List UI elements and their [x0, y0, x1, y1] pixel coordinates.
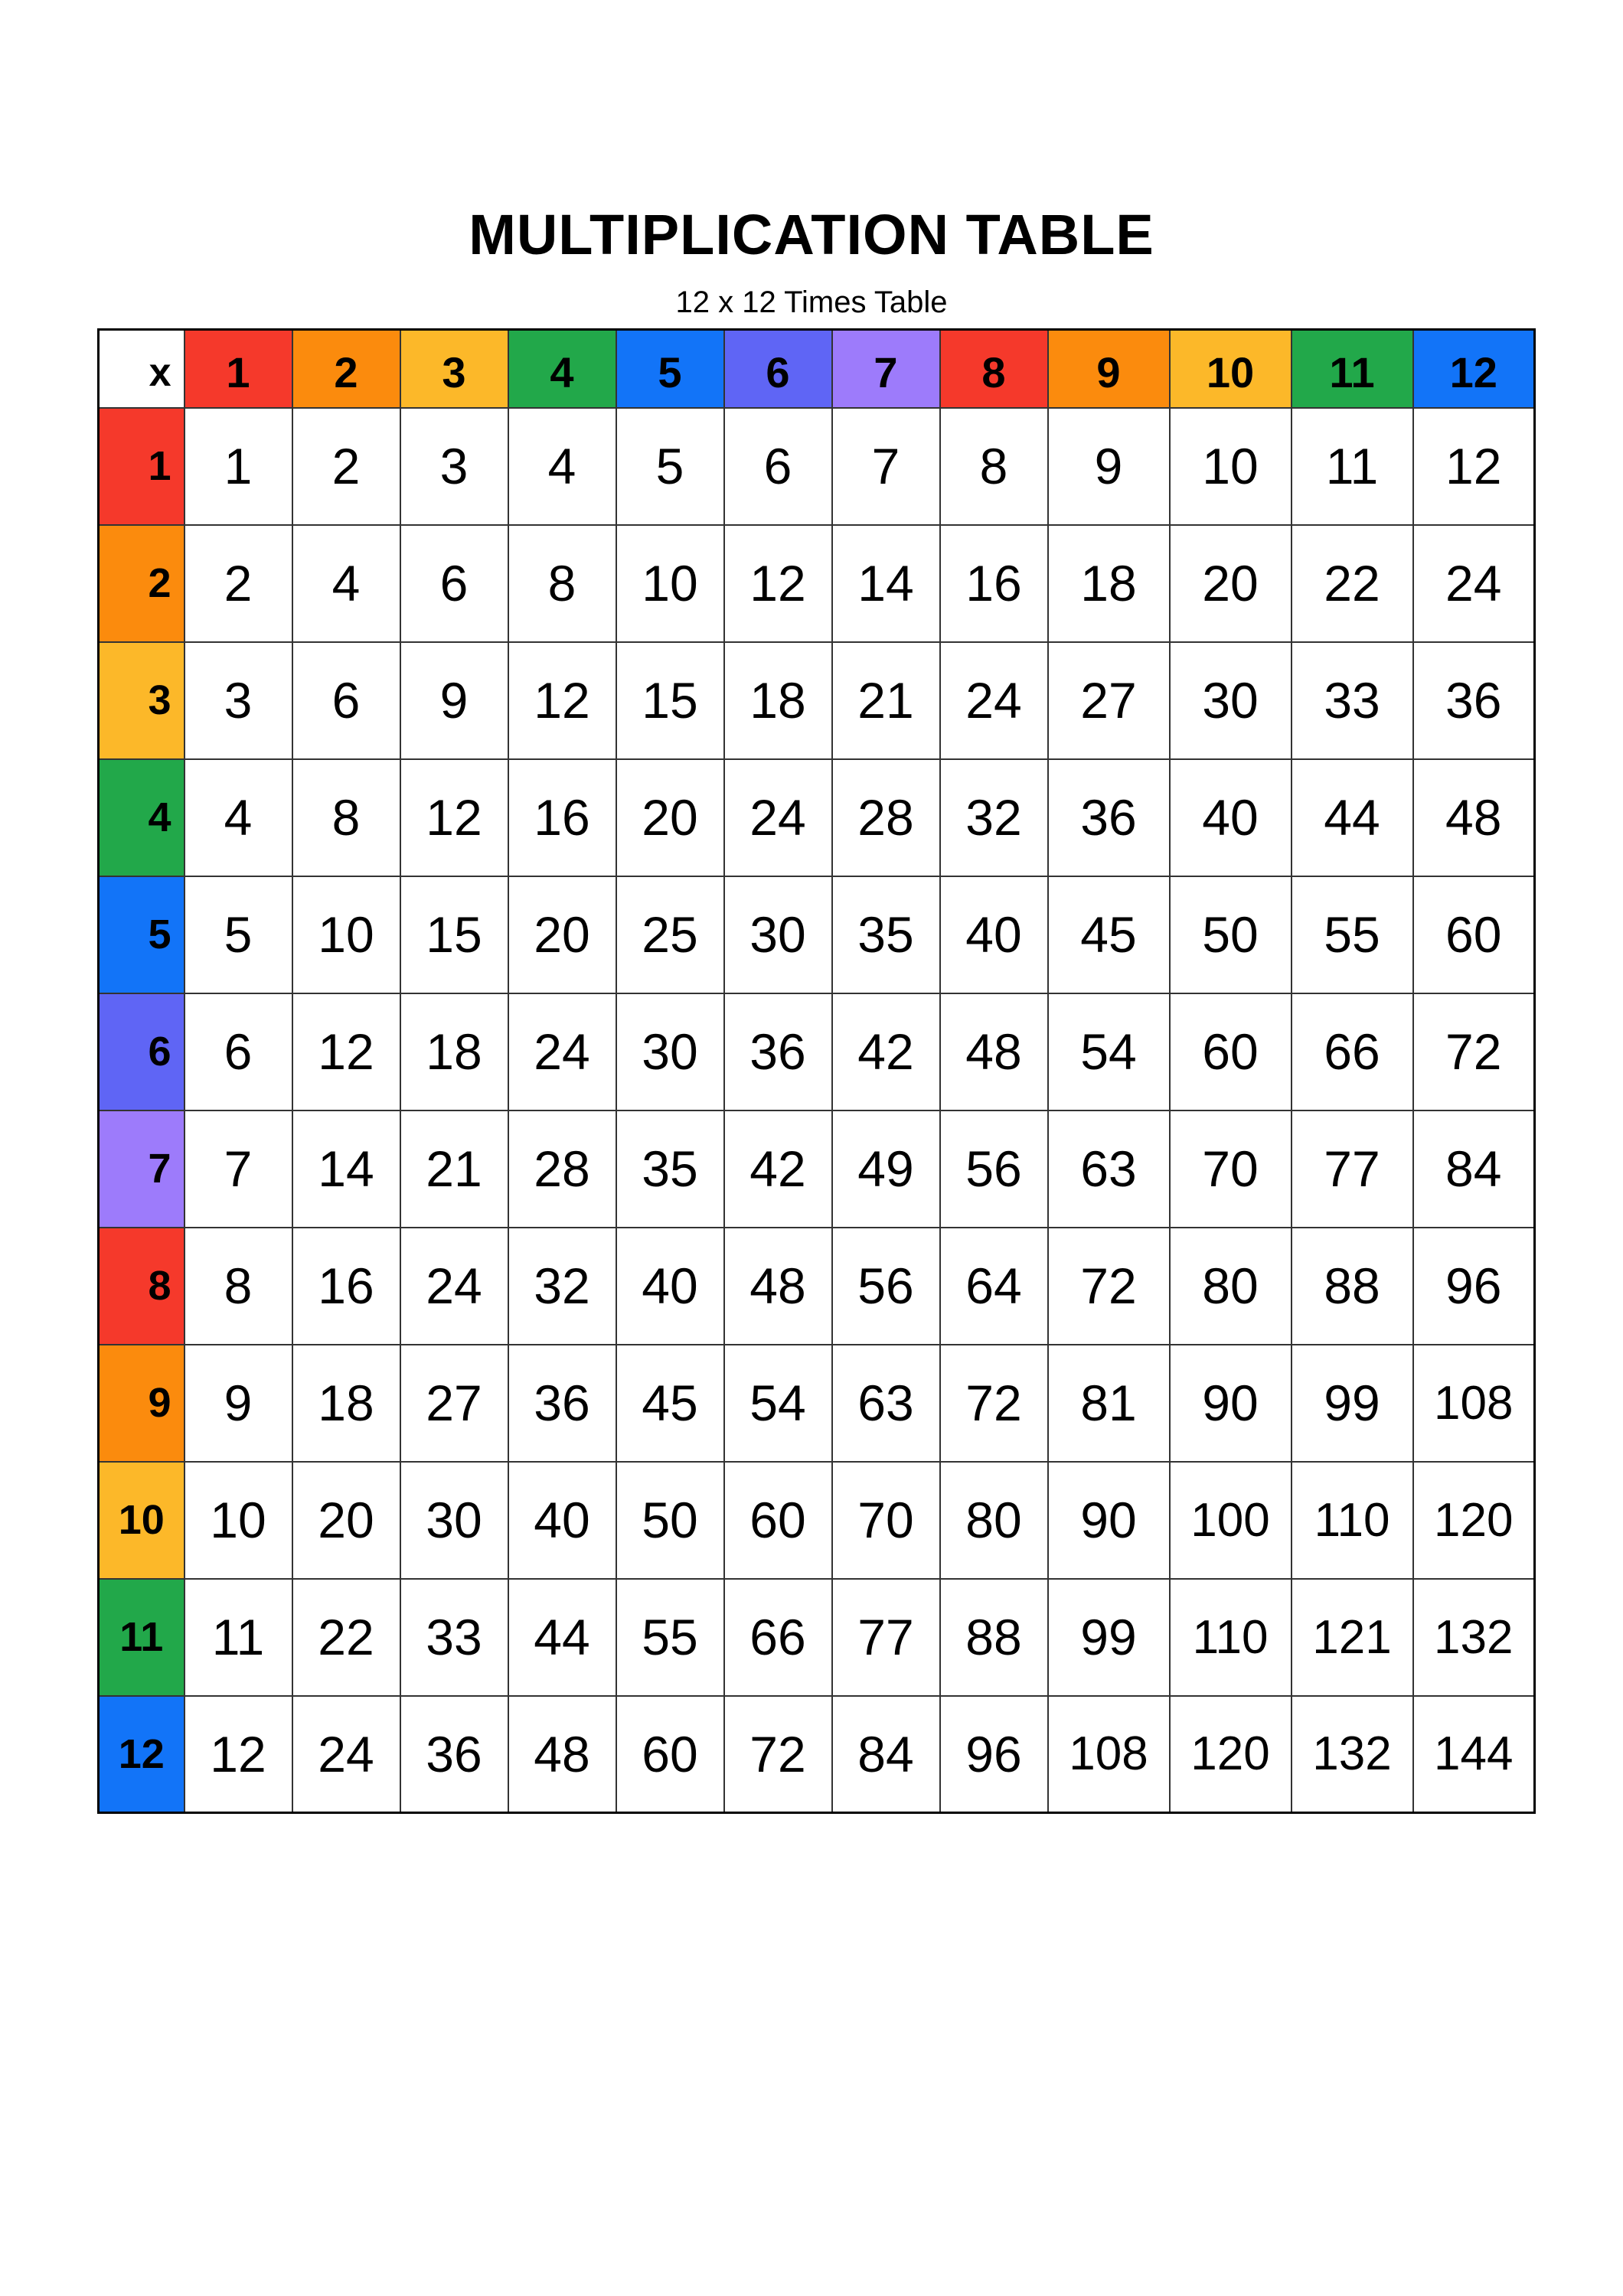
product-cell: 72	[724, 1696, 832, 1813]
product-cell: 25	[616, 876, 724, 993]
product-cell: 90	[1170, 1345, 1292, 1462]
table-row	[99, 1345, 1535, 1462]
product-cell: 18	[1048, 525, 1170, 642]
table-row	[99, 993, 1535, 1110]
product-cell: 33	[400, 1579, 508, 1696]
product-cell: 4	[185, 759, 292, 876]
product-cell: 132	[1413, 1579, 1535, 1696]
product-cell: 32	[940, 759, 1048, 876]
table-row	[99, 1579, 1535, 1696]
table-row	[99, 642, 1535, 759]
product-cell: 7	[185, 1110, 292, 1228]
row-header-4: 4	[99, 759, 185, 876]
product-cell: 60	[724, 1462, 832, 1579]
product-cell: 24	[292, 1696, 400, 1813]
product-cell: 22	[1292, 525, 1413, 642]
column-header-7: 7	[832, 330, 940, 408]
product-cell: 44	[508, 1579, 616, 1696]
product-cell: 42	[724, 1110, 832, 1228]
product-cell: 40	[616, 1228, 724, 1345]
product-cell: 132	[1292, 1696, 1413, 1813]
product-cell: 40	[508, 1462, 616, 1579]
product-cell: 21	[400, 1110, 508, 1228]
product-cell: 36	[508, 1345, 616, 1462]
product-cell: 63	[832, 1345, 940, 1462]
page-subtitle: 12 x 12 Times Table	[675, 285, 948, 319]
product-cell: 120	[1413, 1462, 1535, 1579]
product-cell: 60	[1413, 876, 1535, 993]
product-cell: 72	[940, 1345, 1048, 1462]
product-cell: 28	[508, 1110, 616, 1228]
product-cell: 90	[1048, 1462, 1170, 1579]
row-header-12: 12	[99, 1696, 185, 1813]
product-cell: 21	[832, 642, 940, 759]
product-cell: 100	[1170, 1462, 1292, 1579]
product-cell: 48	[508, 1696, 616, 1813]
product-cell: 48	[940, 993, 1048, 1110]
product-cell: 36	[400, 1696, 508, 1813]
column-header-1: 1	[185, 330, 292, 408]
product-cell: 121	[1292, 1579, 1413, 1696]
product-cell: 36	[724, 993, 832, 1110]
product-cell: 55	[1292, 876, 1413, 993]
row-header-10: 10	[99, 1462, 185, 1579]
table-row	[99, 408, 1535, 525]
product-cell: 96	[940, 1696, 1048, 1813]
product-cell: 40	[1170, 759, 1292, 876]
product-cell: 10	[185, 1462, 292, 1579]
product-cell: 55	[616, 1579, 724, 1696]
product-cell: 99	[1292, 1345, 1413, 1462]
product-cell: 7	[832, 408, 940, 525]
product-cell: 12	[292, 993, 400, 1110]
product-cell: 11	[1292, 408, 1413, 525]
product-cell: 24	[400, 1228, 508, 1345]
product-cell: 9	[185, 1345, 292, 1462]
product-cell: 33	[1292, 642, 1413, 759]
product-cell: 50	[616, 1462, 724, 1579]
product-cell: 77	[832, 1579, 940, 1696]
product-cell: 10	[1170, 408, 1292, 525]
multiplication-table	[97, 328, 1536, 1814]
product-cell: 6	[400, 525, 508, 642]
product-cell: 70	[832, 1462, 940, 1579]
product-cell: 108	[1413, 1345, 1535, 1462]
product-cell: 35	[832, 876, 940, 993]
table-row	[99, 876, 1535, 993]
product-cell: 84	[1413, 1110, 1535, 1228]
product-cell: 110	[1292, 1462, 1413, 1579]
product-cell: 10	[616, 525, 724, 642]
product-cell: 20	[292, 1462, 400, 1579]
product-cell: 22	[292, 1579, 400, 1696]
product-cell: 30	[616, 993, 724, 1110]
product-cell: 11	[185, 1579, 292, 1696]
product-cell: 8	[185, 1228, 292, 1345]
product-cell: 44	[1292, 759, 1413, 876]
product-cell: 63	[1048, 1110, 1170, 1228]
product-cell: 54	[724, 1345, 832, 1462]
row-header-6: 6	[99, 993, 185, 1110]
column-header-4: 4	[508, 330, 616, 408]
row-header-11: 11	[99, 1579, 185, 1696]
table-row	[99, 759, 1535, 876]
product-cell: 32	[508, 1228, 616, 1345]
product-cell: 12	[724, 525, 832, 642]
product-cell: 18	[724, 642, 832, 759]
product-cell: 24	[724, 759, 832, 876]
product-cell: 9	[400, 642, 508, 759]
product-cell: 18	[400, 993, 508, 1110]
column-header-9: 9	[1048, 330, 1170, 408]
column-header-11: 11	[1292, 330, 1413, 408]
column-header-8: 8	[940, 330, 1048, 408]
product-cell: 12	[508, 642, 616, 759]
product-cell: 20	[616, 759, 724, 876]
product-cell: 12	[400, 759, 508, 876]
row-header-5: 5	[99, 876, 185, 993]
product-cell: 15	[400, 876, 508, 993]
table-row	[99, 525, 1535, 642]
product-cell: 24	[508, 993, 616, 1110]
column-header-5: 5	[616, 330, 724, 408]
row-header-7: 7	[99, 1110, 185, 1228]
product-cell: 88	[940, 1579, 1048, 1696]
product-cell: 49	[832, 1110, 940, 1228]
product-cell: 99	[1048, 1579, 1170, 1696]
product-cell: 16	[292, 1228, 400, 1345]
product-cell: 45	[1048, 876, 1170, 993]
product-cell: 15	[616, 642, 724, 759]
product-cell: 6	[185, 993, 292, 1110]
product-cell: 27	[1048, 642, 1170, 759]
product-cell: 35	[616, 1110, 724, 1228]
product-cell: 72	[1048, 1228, 1170, 1345]
product-cell: 96	[1413, 1228, 1535, 1345]
column-header-10: 10	[1170, 330, 1292, 408]
product-cell: 18	[292, 1345, 400, 1462]
product-cell: 5	[616, 408, 724, 525]
product-cell: 48	[1413, 759, 1535, 876]
product-cell: 80	[1170, 1228, 1292, 1345]
product-cell: 77	[1292, 1110, 1413, 1228]
table-row	[99, 1462, 1535, 1579]
product-cell: 45	[616, 1345, 724, 1462]
column-header-6: 6	[724, 330, 832, 408]
product-cell: 108	[1048, 1696, 1170, 1813]
product-cell: 3	[185, 642, 292, 759]
product-cell: 120	[1170, 1696, 1292, 1813]
row-header-2: 2	[99, 525, 185, 642]
product-cell: 4	[508, 408, 616, 525]
product-cell: 80	[940, 1462, 1048, 1579]
table-row	[99, 1696, 1535, 1813]
product-cell: 72	[1413, 993, 1535, 1110]
product-cell: 88	[1292, 1228, 1413, 1345]
product-cell: 2	[185, 525, 292, 642]
product-cell: 36	[1048, 759, 1170, 876]
product-cell: 42	[832, 993, 940, 1110]
product-cell: 36	[1413, 642, 1535, 759]
product-cell: 84	[832, 1696, 940, 1813]
product-cell: 16	[940, 525, 1048, 642]
product-cell: 4	[292, 525, 400, 642]
product-cell: 54	[1048, 993, 1170, 1110]
row-header-1: 1	[99, 408, 185, 525]
product-cell: 144	[1413, 1696, 1535, 1813]
product-cell: 5	[185, 876, 292, 993]
product-cell: 12	[185, 1696, 292, 1813]
header-row	[99, 330, 1535, 408]
table-row	[99, 1110, 1535, 1228]
product-cell: 70	[1170, 1110, 1292, 1228]
product-cell: 56	[832, 1228, 940, 1345]
product-cell: 14	[832, 525, 940, 642]
product-cell: 64	[940, 1228, 1048, 1345]
product-cell: 27	[400, 1345, 508, 1462]
product-cell: 1	[185, 408, 292, 525]
product-cell: 28	[832, 759, 940, 876]
product-cell: 3	[400, 408, 508, 525]
column-header-2: 2	[292, 330, 400, 408]
product-cell: 6	[724, 408, 832, 525]
row-header-8: 8	[99, 1228, 185, 1345]
product-cell: 8	[292, 759, 400, 876]
product-cell: 24	[1413, 525, 1535, 642]
product-cell: 14	[292, 1110, 400, 1228]
product-cell: 66	[724, 1579, 832, 1696]
product-cell: 20	[1170, 525, 1292, 642]
row-header-3: 3	[99, 642, 185, 759]
product-cell: 2	[292, 408, 400, 525]
product-cell: 66	[1292, 993, 1413, 1110]
product-cell: 16	[508, 759, 616, 876]
product-cell: 24	[940, 642, 1048, 759]
table-row	[99, 1228, 1535, 1345]
corner-cell: x	[99, 330, 185, 408]
product-cell: 48	[724, 1228, 832, 1345]
product-cell: 8	[940, 408, 1048, 525]
product-cell: 10	[292, 876, 400, 993]
product-cell: 60	[1170, 993, 1292, 1110]
column-header-3: 3	[400, 330, 508, 408]
product-cell: 81	[1048, 1345, 1170, 1462]
product-cell: 8	[508, 525, 616, 642]
product-cell: 110	[1170, 1579, 1292, 1696]
product-cell: 60	[616, 1696, 724, 1813]
table-body	[99, 330, 1535, 1813]
product-cell: 12	[1413, 408, 1535, 525]
product-cell: 30	[724, 876, 832, 993]
product-cell: 40	[940, 876, 1048, 993]
product-cell: 6	[292, 642, 400, 759]
column-header-12: 12	[1413, 330, 1535, 408]
product-cell: 20	[508, 876, 616, 993]
product-cell: 50	[1170, 876, 1292, 993]
product-cell: 56	[940, 1110, 1048, 1228]
page-title: MULTIPLICATION TABLE	[469, 203, 1154, 266]
row-header-9: 9	[99, 1345, 185, 1462]
product-cell: 9	[1048, 408, 1170, 525]
product-cell: 30	[1170, 642, 1292, 759]
product-cell: 30	[400, 1462, 508, 1579]
